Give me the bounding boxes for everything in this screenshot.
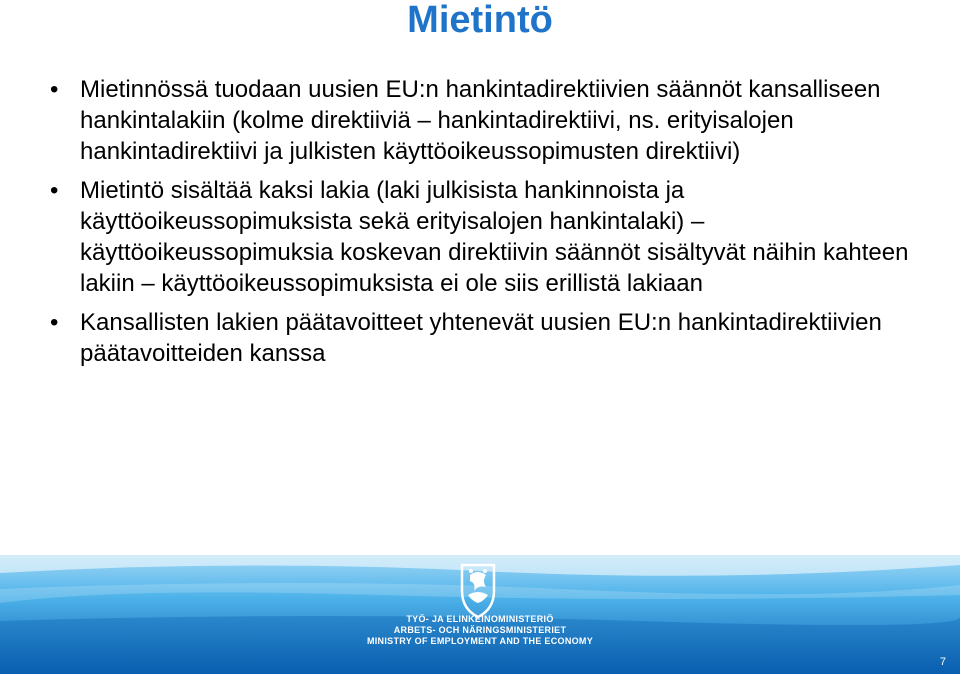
page-number: 7: [939, 656, 946, 668]
ministry-name-fi: TYÖ- JA ELINKEINOMINISTERIÖ: [406, 614, 554, 624]
footer-band: [0, 555, 960, 674]
bullet-item: • Mietintö sisältää kaksi lakia (laki julkisista hankinnoista ja käyttöoikeussopimuksista sekä erityisalojen hankintalaki) – käyttöoikeussopimuksia koskevan direktiivin säännöt sisältyvät näihin kahteen lakiin – käyttöoikeussopimuksista ei ole siis erillistä lakiaan: [50, 175, 940, 299]
bullet-item: • Mietinnössä tuodaan uusien EU:n hankintadirektiivien säännöt kansalliseen hankintalakiin (kolme direktiiviä – hankintadirektiivi, ns. erityisalojen hankintadirektiivi ja julkisten käyttöoikeussopimusten direktiivi): [50, 74, 940, 167]
slide-title: Mietintö: [407, 0, 553, 41]
bullet-list: [50, 74, 940, 377]
ministry-name-en: MINISTRY OF EMPLOYMENT AND THE ECONOMY: [366, 636, 594, 646]
bullet-item: • Kansallisten lakien päätavoitteet yhtenevät uusien EU:n hankintadirektiivien päätavoitteiden kanssa: [50, 307, 940, 369]
ministry-name-sv: ARBETS- OCH NÄRINGSMINISTERIET: [393, 625, 567, 635]
lion-coat-of-arms-icon: [456, 561, 500, 619]
